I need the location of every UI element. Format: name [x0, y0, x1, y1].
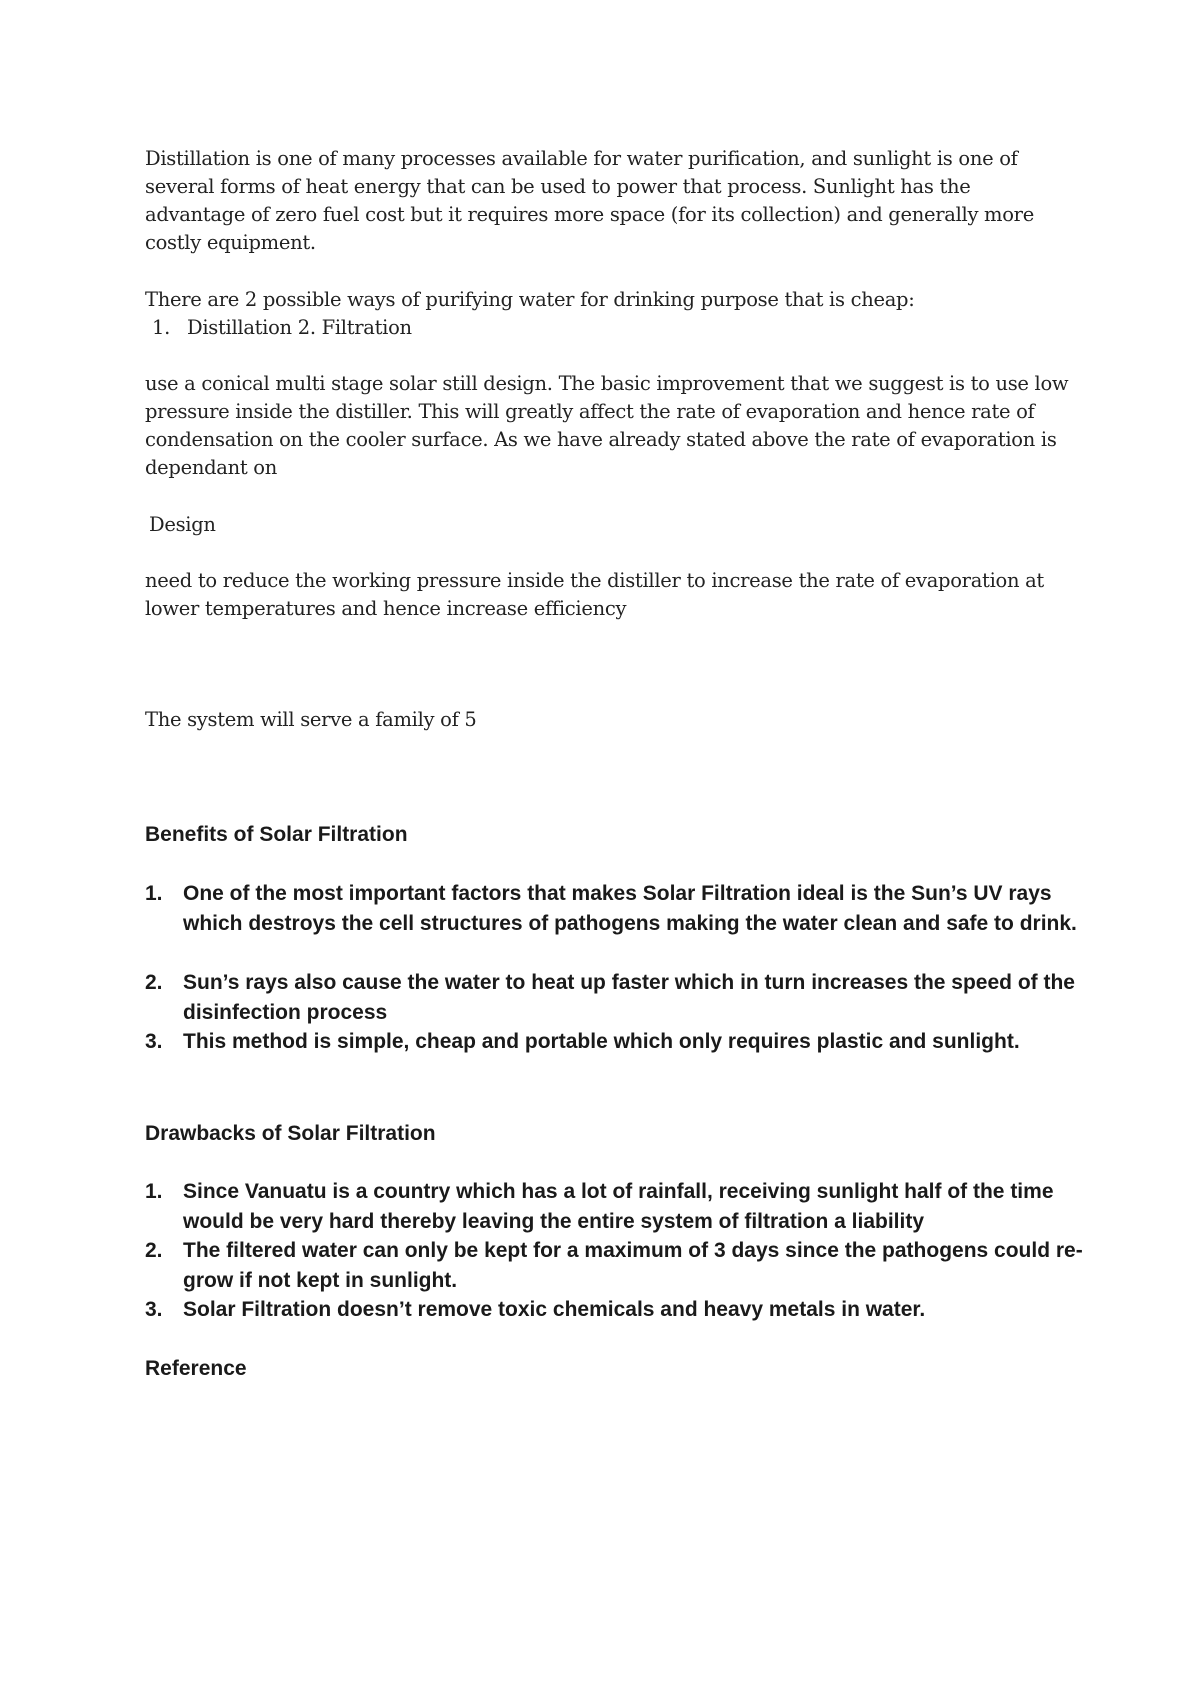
reference-heading: Reference: [145, 1357, 247, 1380]
methods-list-text: Distillation 2. Filtration: [187, 316, 412, 339]
design-paragraph: use a conical multi stage solar still design. The basic improvement that we suggest is to use low pressure inside the distiller. This will greatly affect the rate of evaporation and hence rate of condensation on the cooler surface. As we have already stated above the rate of evaporation is dependant on: [145, 372, 1069, 479]
intro-paragraph: Distillation is one of many processes available for water purification, and sunlight is one of several forms of heat energy that can be used to power that process. Sunlight has the advantage of zero fuel cost but it requires more space (for its collection) and generally more costly equipment.: [145, 147, 1034, 254]
benefits-item-text: This method is simple, cheap and portable which only requires plastic and sunlight.: [183, 1030, 1020, 1053]
drawbacks-item-text: Since Vanuatu is a country which has a lot of rainfall, receiving sunlight half of the time would be very hard thereby leaving the entire system of filtration a liability: [183, 1180, 1054, 1233]
drawbacks-item-number: 3.: [145, 1298, 163, 1321]
benefits-heading: Benefits of Solar Filtration: [145, 823, 408, 846]
benefits-item-number: 3.: [145, 1030, 163, 1053]
drawbacks-item-number: 2.: [145, 1239, 163, 1262]
drawbacks-heading: Drawbacks of Solar Filtration: [145, 1122, 436, 1145]
benefits-list-item: [145, 879, 1085, 938]
benefits-item-text: Sun’s rays also cause the water to heat up faster which in turn increases the speed of the disinfection process: [183, 971, 1075, 1024]
methods-intro-paragraph: There are 2 possible ways of purifying water for drinking purpose that is cheap:: [145, 288, 915, 311]
drawbacks-item-text: The filtered water can only be kept for a maximum of 3 days since the pathogens could re-grow if not kept in sunlight.: [183, 1239, 1083, 1292]
methods-list-number: 1.: [152, 316, 171, 339]
family-paragraph: The system will serve a family of 5: [145, 708, 477, 731]
drawbacks-list-item: [145, 1236, 1085, 1295]
design-heading: Design: [149, 513, 216, 536]
drawbacks-list-item: [145, 1295, 1085, 1325]
drawbacks-item-number: 1.: [145, 1180, 163, 1203]
benefits-list-item: [145, 968, 1085, 1027]
benefits-item-text: One of the most important factors that makes Solar Filtration ideal is the Sun’s UV rays which destroys the cell structures of pathogens making the water clean and safe to drink.: [183, 882, 1077, 935]
drawbacks-item-text: Solar Filtration doesn’t remove toxic chemicals and heavy metals in water.: [183, 1298, 926, 1321]
benefits-item-number: 2.: [145, 971, 163, 994]
drawbacks-list-item: [145, 1177, 1085, 1236]
benefits-item-number: 1.: [145, 882, 163, 905]
benefits-list-item: [145, 1027, 1085, 1057]
pressure-paragraph: need to reduce the working pressure inside the distiller to increase the rate of evaporation at lower temperatures and hence increase efficiency: [145, 569, 1044, 620]
methods-list-item: [145, 314, 745, 342]
